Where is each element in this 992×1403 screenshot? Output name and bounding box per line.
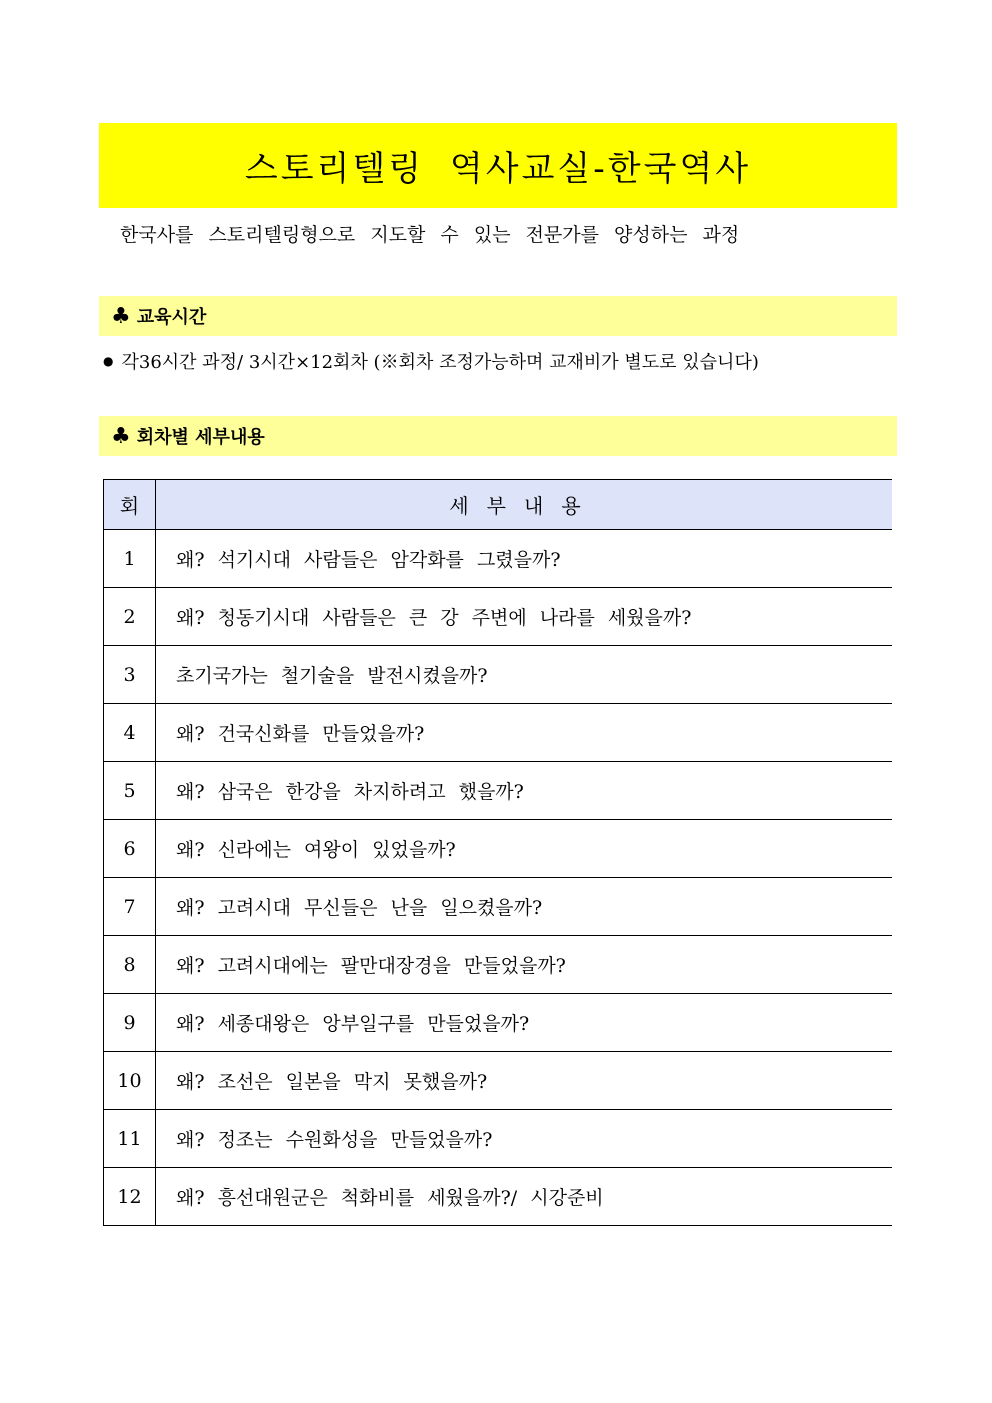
session-number: 9: [104, 994, 156, 1052]
session-content: 초기국가는 철기술을 발전시켰을까?: [156, 646, 893, 704]
section-education-time: [99, 296, 897, 336]
header-session-no: 회: [104, 480, 156, 530]
session-content: 왜? 고려시대에는 팔만대장경을 만들었을까?: [156, 936, 893, 994]
table-row: [104, 820, 893, 878]
header-details: 세부내용: [156, 480, 893, 530]
session-number: 7: [104, 878, 156, 936]
table-row: [104, 530, 893, 588]
table-row: [104, 762, 893, 820]
table-row: [104, 936, 893, 994]
table-header-row: [104, 480, 893, 530]
session-number: 2: [104, 588, 156, 646]
session-content: 왜? 신라에는 여왕이 있었을까?: [156, 820, 893, 878]
table-body: [104, 530, 893, 1226]
table-row: [104, 994, 893, 1052]
session-number: 6: [104, 820, 156, 878]
table-row: [104, 1110, 893, 1168]
section-session-details: [99, 416, 897, 456]
session-content: 왜? 흥선대원군은 척화비를 세웠을까?/ 시강준비: [156, 1168, 893, 1226]
session-number: 1: [104, 530, 156, 588]
session-content: 왜? 청동기시대 사람들은 큰 강 주변에 나라를 세웠을까?: [156, 588, 893, 646]
table-row: [104, 878, 893, 936]
club-icon: ♣: [111, 423, 131, 449]
section-heading: 회차별 세부내용: [136, 427, 265, 448]
session-content: 왜? 건국신화를 만들었을까?: [156, 704, 893, 762]
table-row: [104, 1052, 893, 1110]
table-row: [104, 704, 893, 762]
document-title: 스토리텔링 역사교실-한국역사: [244, 149, 752, 189]
title-banner: [99, 123, 897, 208]
session-number: 12: [104, 1168, 156, 1226]
session-content: 왜? 고려시대 무신들은 난을 일으켰을까?: [156, 878, 893, 936]
table-row: [104, 1168, 893, 1226]
session-number: 10: [104, 1052, 156, 1110]
bullet-icon: ●: [103, 354, 114, 368]
session-content: 왜? 조선은 일본을 막지 못했을까?: [156, 1052, 893, 1110]
session-content: 왜? 삼국은 한강을 차지하려고 했을까?: [156, 762, 893, 820]
club-icon: ♣: [111, 303, 131, 329]
bullet-text: 각36시간 과정/ 3시간×12회차 (※회차 조정가능하며 교재비가 별도로 있습니다): [121, 352, 759, 373]
session-number: 4: [104, 704, 156, 762]
section-heading: 교육시간: [136, 307, 207, 328]
session-content: 왜? 정조는 수원화성을 만들었을까?: [156, 1110, 893, 1168]
table-row: [104, 588, 893, 646]
table-row: [104, 646, 893, 704]
intro-text: 한국사를 스토리텔링형으로 지도할 수 있는 전문가를 양성하는 과정: [120, 224, 740, 246]
session-content: 왜? 석기시대 사람들은 암각화를 그렸을까?: [156, 530, 893, 588]
session-number: 11: [104, 1110, 156, 1168]
session-content: 왜? 세종대왕은 앙부일구를 만들었을까?: [156, 994, 893, 1052]
session-number: 5: [104, 762, 156, 820]
session-table: [103, 479, 892, 1226]
session-number: 8: [104, 936, 156, 994]
education-time-bullet: [103, 348, 759, 374]
session-number: 3: [104, 646, 156, 704]
